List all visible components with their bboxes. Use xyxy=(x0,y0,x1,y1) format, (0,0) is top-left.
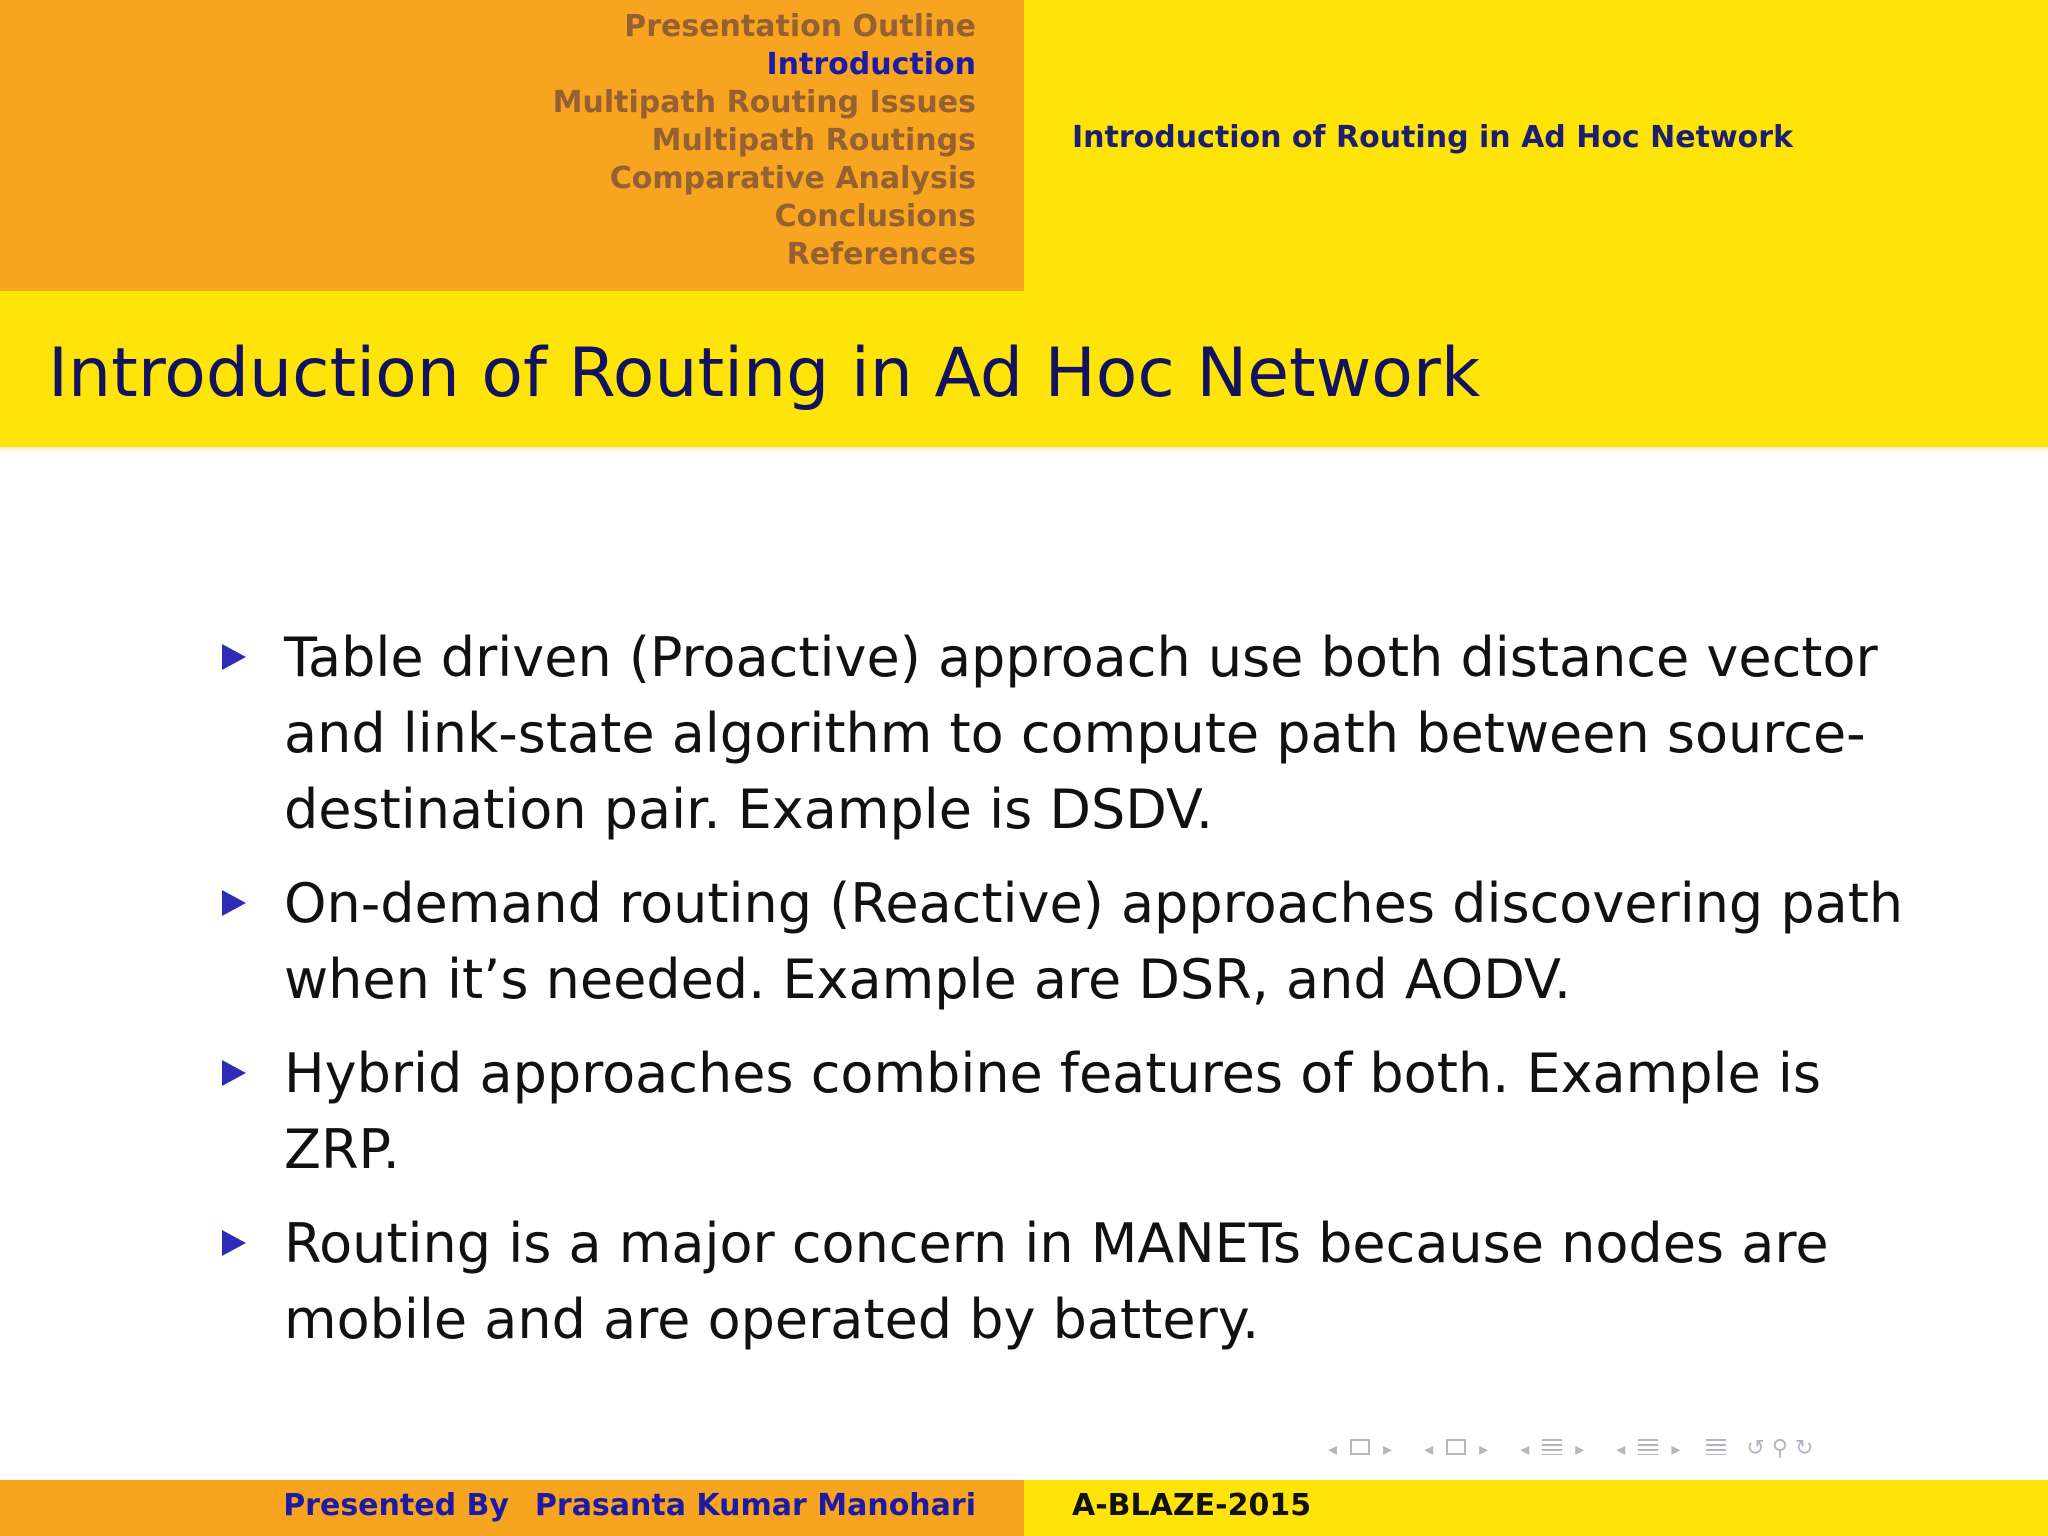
subsection-icon[interactable] xyxy=(1446,1439,1466,1455)
search-nav-group xyxy=(1746,1436,1813,1461)
prev-frame-icon[interactable]: ◂ xyxy=(1328,1438,1338,1460)
bullet-triangle-icon xyxy=(222,890,246,916)
bullet-text: On-demand routing (Reactive) approaches discovering path when it’s needed. Example are DSR, and AODV. xyxy=(284,872,1904,1011)
frame-title: Introduction of Routing in Ad Hoc Network xyxy=(48,334,1481,413)
document-nav-group xyxy=(1610,1436,1686,1461)
outline-item-presentation-outline[interactable]: Presentation Outline xyxy=(624,9,976,44)
bullet-text: Hybrid approaches combine features of both. Example is ZRP. xyxy=(284,1042,1822,1181)
undo-icon[interactable]: ↺ xyxy=(1746,1435,1765,1461)
bullet-triangle-icon xyxy=(222,644,246,670)
document-icon[interactable] xyxy=(1638,1439,1658,1455)
bullet-text: Routing is a major concern in MANETs because nodes are mobile and are operated by battery. xyxy=(284,1212,1829,1351)
presentation-outline-nav xyxy=(553,8,976,274)
footer-author xyxy=(283,1488,976,1523)
title-bar-shadow xyxy=(0,447,2048,453)
prev-subsection-icon[interactable]: ◂ xyxy=(1424,1438,1434,1460)
frame-nav-group xyxy=(1322,1436,1398,1461)
bullet-item-reactive xyxy=(218,866,1908,1018)
outline-item-multipath-routing-issues[interactable]: Multipath Routing Issues xyxy=(552,85,976,120)
header-subsection-link[interactable]: Introduction of Routing in Ad Hoc Network xyxy=(1072,120,1794,155)
footer-event: A-BLAZE-2015 xyxy=(1072,1488,1312,1523)
next-frame-icon[interactable]: ▸ xyxy=(1383,1438,1393,1460)
bullet-text: Table driven (Proactive) approach use both distance vector and link-state algorithm to compute path between source-destination pair. Example is DSDV. xyxy=(284,626,1878,841)
subsection-nav-group xyxy=(1418,1436,1494,1461)
search-icon[interactable]: ⚲ xyxy=(1771,1435,1788,1461)
prev-section-icon[interactable]: ◂ xyxy=(1520,1438,1530,1460)
bullet-list xyxy=(218,620,1908,1376)
appendix-nav-group xyxy=(1706,1436,1726,1461)
appendix-icon[interactable] xyxy=(1706,1439,1726,1455)
section-icon[interactable] xyxy=(1542,1439,1562,1455)
next-document-icon[interactable]: ▸ xyxy=(1671,1438,1681,1460)
outline-item-introduction[interactable]: Introduction xyxy=(766,47,976,82)
prev-document-icon[interactable]: ◂ xyxy=(1616,1438,1626,1460)
outline-item-conclusions[interactable]: Conclusions xyxy=(774,199,976,234)
navigation-controls xyxy=(1312,1433,1823,1463)
next-subsection-icon[interactable]: ▸ xyxy=(1479,1438,1489,1460)
bullet-triangle-icon xyxy=(222,1060,246,1086)
presented-by-label: Presented By xyxy=(283,1488,509,1523)
outline-item-multipath-routings[interactable]: Multipath Routings xyxy=(651,123,976,158)
frame-icon[interactable] xyxy=(1350,1439,1370,1455)
bullet-item-manets xyxy=(218,1206,1908,1358)
outline-item-references[interactable]: References xyxy=(786,237,976,272)
redo-icon[interactable]: ↻ xyxy=(1794,1435,1814,1461)
bullet-item-hybrid xyxy=(218,1036,1908,1188)
section-nav-group xyxy=(1514,1436,1590,1461)
author-name: Prasanta Kumar Manohari xyxy=(534,1488,976,1523)
bullet-item-proactive xyxy=(218,620,1908,848)
next-section-icon[interactable]: ▸ xyxy=(1575,1438,1585,1460)
bullet-triangle-icon xyxy=(222,1230,246,1256)
outline-item-comparative-analysis[interactable]: Comparative Analysis xyxy=(609,161,976,196)
